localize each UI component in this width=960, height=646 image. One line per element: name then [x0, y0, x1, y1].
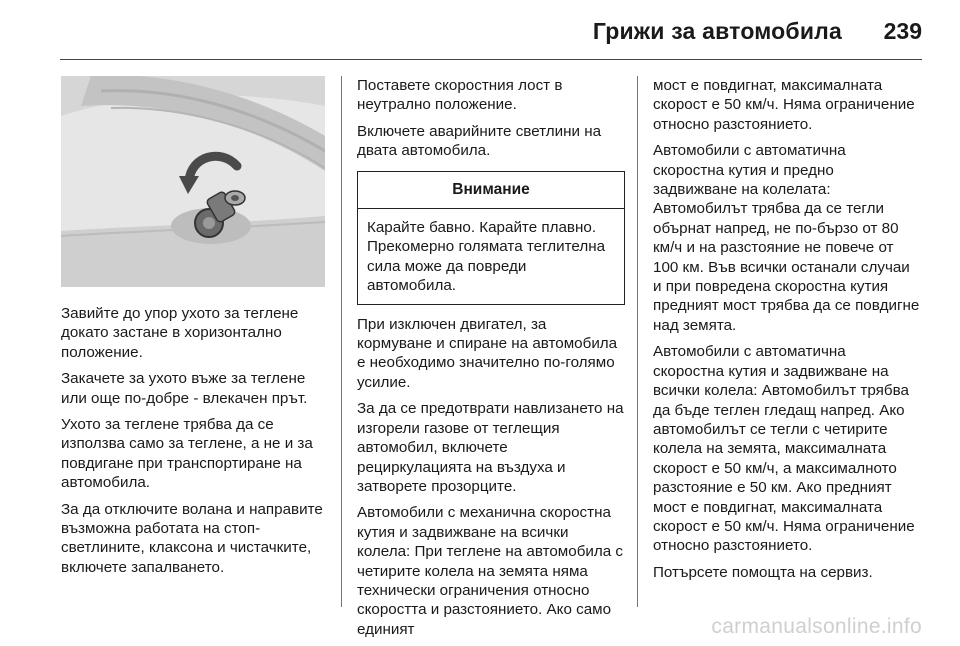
paragraph: За да се предотврати навлизането на изгорели газове от теглещия автомобил, включете рециркулацията на въздуха и затворете прозорците. [357, 400, 624, 495]
page-header [0, 0, 960, 60]
paragraph: мост е повдигнат, максималната скорост е 50 км/ч. Няма ограничение относно разстоянието. [653, 77, 915, 133]
page-title: Грижи за автомобила [592, 18, 842, 44]
column-divider [341, 76, 342, 607]
paragraph: Потърсете помощта на сервиз. [653, 563, 873, 581]
paragraph: При изключен двигател, за кормуване и спиране на автомобила е необходимо значително по-голямо усилие. [357, 315, 618, 391]
column-1-text [61, 304, 329, 584]
column-divider [637, 76, 638, 607]
watermark-text: carmanualsonline.info [711, 615, 922, 638]
column-3 [653, 76, 921, 589]
warning-body: Карайте бавно. Карайте плавно. Прекомерно голямата теглителна сила може да повреди автомобила. [367, 219, 606, 295]
paragraph: Автомобили с автоматична скоростна кутия и задвижване на всички колела: Автомобилът трябва да бъде теглен гледащ напред. Ако автомобилът се тегли с четирите колела на земята, максималната скорост е 50 км/ч, а максималното разстояние е 50 км. Ако предният мост е повдигнат, максималната скорост е 50 км/ч. Няма ограничение относно разстоянието. [653, 343, 915, 555]
paragraph: Закачете за ухото въже за теглене или още по-добре - влекачен прът. [61, 370, 308, 407]
page-number: 239 [883, 18, 922, 44]
paragraph: Включете аварийните светлини на двата автомобила. [357, 122, 602, 160]
bumper-drawing [61, 76, 325, 287]
paragraph: Поставете скоростния лост в неутрално положение. [357, 77, 563, 114]
paragraph: Завийте до упор ухото за теглене докато застане в хоризонтално положение. [61, 305, 299, 361]
header-rule [60, 59, 922, 60]
paragraph: Автомобили с автоматична скоростна кутия и предно задвижване на колелата: Автомобилът трябва да се тегли обърнат напред, не по-бързо от 80 км/ч и на разстояние не повече от 100 км. Във всички останали случаи и при повредена скоростна кутия предният мост трябва да се повдигне над земята. [653, 142, 920, 334]
paragraph: Автомобили с механична скоростна кутия и задвижване на всички колела: При теглене на автомобила с четирите колела на земята няма технически ограничения относно скоростта и разстоянието. Ако само единият [357, 504, 624, 638]
warning-callout [357, 171, 625, 305]
warning-heading: Внимание [358, 172, 624, 209]
paragraph: Ухото за теглене трябва да се използва само за теглене, а не и за повдигане при транспортиране на автомобила. [61, 416, 313, 492]
column-2 [357, 76, 625, 646]
towing-eye-illustration [61, 76, 325, 287]
paragraph: За да отключите волана и направите възможна работата на стоп-светлините, клаксона и чистачките, включете запалването. [61, 500, 323, 576]
